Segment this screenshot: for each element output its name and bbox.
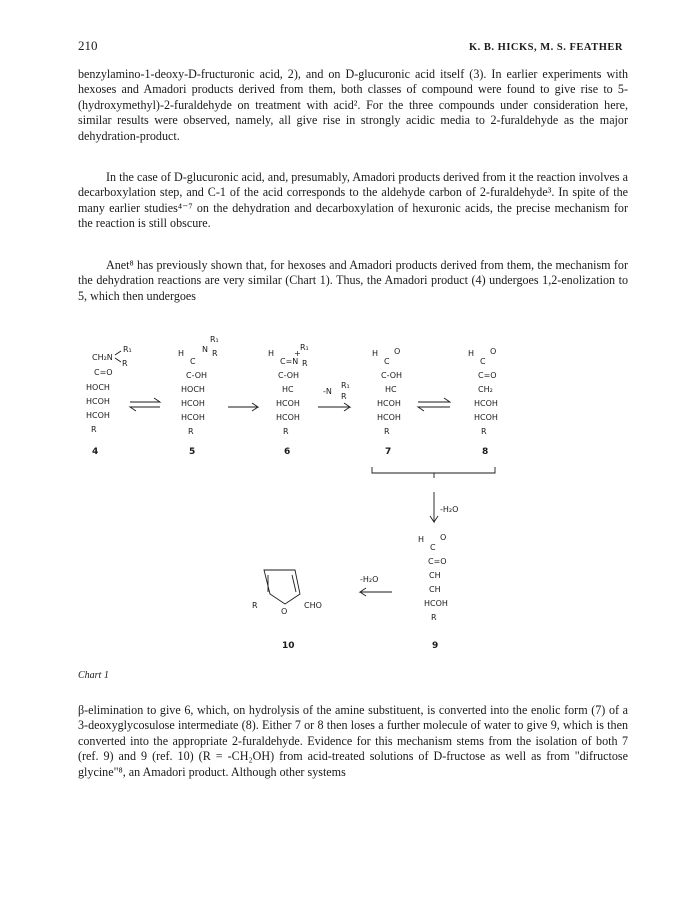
label-9: 9 (432, 641, 439, 651)
s7-coh: C-OH (381, 371, 403, 380)
paragraph-1: benzylamino-1-deoxy-D-fructuronic acid, 2), and on D-glucuronic acid itself (3). In earlier experiments with hexoses and Amadori products derived from them, both classes of compound were found to give rise to 5-(hydroxymethyl)-2-furaldehyde on treatment with acid². For the three compounds under consideration here, similar results were observed, namely, all give rise in strongly acidic media to 2-furaldehyde as the major dehydration-product. (78, 67, 628, 143)
s4-r1: R₁ (123, 345, 132, 354)
arrow-5-6 (228, 403, 258, 411)
structure-4 (86, 345, 132, 457)
s6-hcoh-2: HCOH (276, 413, 300, 422)
s6-cn: C=N (280, 357, 299, 366)
structure-8 (468, 347, 498, 457)
s8-hcoh-1: HCOH (474, 399, 498, 408)
s5-n: N (202, 345, 208, 354)
label-4: 4 (92, 447, 99, 457)
label-8: 8 (482, 447, 489, 457)
arrow-label-amine: -N (323, 387, 332, 396)
arrow-label-r: R (341, 392, 347, 401)
paragraph-3: Anet⁸ has previously shown that, for hexoses and Amadori products derived from them, the mechanism for the dehydration reactions are very similar (Chart 1). Thus, the Amadori product (4) undergoes 1,2-enolization to 5, which then undergoes (78, 258, 628, 303)
s9-h: H (418, 535, 425, 544)
s10-r: R (252, 601, 258, 610)
page-number: 210 (78, 38, 98, 53)
arrow-label-r1: R₁ (341, 381, 350, 390)
s4-co: C=O (94, 368, 113, 377)
s7-hcoh-1: HCOH (377, 399, 401, 408)
s7-r-bottom: R (384, 427, 390, 436)
s7-hc: HC (385, 385, 397, 394)
paragraph-2: In the case of D-glucuronic acid, and, presumably, Amadori products derived from it the reaction involves a decarboxylation step, and C-1 of the acid corresponds to the aldehyde carbon of 2-furaldehyde³. In spite of the many earlier studies⁴⁻⁷ on the dehydration and decarboxylation of hexuronic acids, the precise mechanism for the reaction is still obscure. (78, 170, 628, 231)
s6-r-bottom: R (283, 427, 289, 436)
s10-cho: CHO (304, 601, 322, 610)
s5-coh: C-OH (186, 371, 208, 380)
s4-r-bottom: R (91, 425, 97, 434)
structure-5 (178, 335, 219, 457)
s7-o: O (394, 347, 401, 356)
s5-hcoh-2: HCOH (181, 413, 205, 422)
s7-hcoh-2: HCOH (377, 413, 401, 422)
label-7: 7 (385, 447, 392, 457)
s5-r: R (212, 349, 218, 358)
s6-r1: R₁ (300, 343, 309, 352)
s6-r: R (302, 359, 308, 368)
s8-c: C (480, 357, 486, 366)
s4-hcoh-1: HCOH (86, 397, 110, 406)
bracket-7-8 (372, 467, 495, 522)
equilibrium-arrow-4-5 (130, 398, 160, 411)
s8-o: O (490, 347, 497, 356)
structure-9 (418, 533, 448, 651)
s9-ch-1: CH (429, 571, 441, 580)
chart-1-scheme (0, 330, 677, 660)
structure-7 (372, 347, 402, 457)
s9-ch-2: CH (429, 585, 441, 594)
s9-r-bottom: R (431, 613, 437, 622)
s5-r1: R₁ (210, 335, 219, 344)
s6-hcoh-1: HCOH (276, 399, 300, 408)
s4-r: R (122, 359, 128, 368)
s8-ch2: CH₂ (478, 385, 493, 394)
s4-ch2n: CH₂N (92, 353, 113, 362)
label-10: 10 (282, 641, 295, 651)
s6-h: H (268, 349, 275, 358)
s9-c: C (430, 543, 436, 552)
arrow-label-water-left: -H₂O (360, 575, 379, 584)
arrow-9-10 (360, 575, 392, 596)
s5-r-bottom: R (188, 427, 194, 436)
paragraph-4: β-elimination to give 6, which, on hydrolysis of the amine substituent, is converted into the enolic form (7) of a 3-deoxyglycosulose intermediate (8). Either 7 or 8 then loses a further molecule of water to give 9, which is then converted into the appropriate 2-furaldehyde. Evidence for this mechanism stems from the isolation of both 7 (ref. 9) and 9 (ref. 10) (R = -CH₂OH) from acid-treated solutions of D-fructose as well as from "difructose glycine"⁸, an Amadori product. Although other systems (78, 703, 628, 779)
equilibrium-arrow-7-8 (418, 398, 450, 411)
arrow-6-7 (318, 381, 350, 411)
s6-coh: C-OH (278, 371, 300, 380)
s10-o: O (281, 607, 288, 616)
s6-plus: + (294, 349, 301, 358)
structure-6 (268, 343, 309, 457)
label-6: 6 (284, 447, 291, 457)
s8-r-bottom: R (481, 427, 487, 436)
s8-hcoh-2: HCOH (474, 413, 498, 422)
s9-hcoh: HCOH (424, 599, 448, 608)
s9-co: C=O (428, 557, 447, 566)
s4-hoch: HOCH (86, 383, 110, 392)
structure-10-furan (252, 570, 322, 651)
running-head: K. B. HICKS, M. S. FEATHER (469, 42, 623, 53)
s6-hc: HC (282, 385, 294, 394)
s5-hcoh-1: HCOH (181, 399, 205, 408)
s4-hcoh-2: HCOH (86, 411, 110, 420)
s8-co: C=O (478, 371, 497, 380)
s7-c: C (384, 357, 390, 366)
chart-caption: Chart 1 (78, 670, 109, 681)
arrow-label-water-down: -H₂O (440, 505, 459, 514)
s5-h: H (178, 349, 185, 358)
s9-o: O (440, 533, 447, 542)
page-header (78, 38, 623, 54)
s5-hoch: HOCH (181, 385, 205, 394)
s5-c: C (190, 357, 196, 366)
s7-h: H (372, 349, 379, 358)
s8-h: H (468, 349, 475, 358)
label-5: 5 (189, 447, 196, 457)
